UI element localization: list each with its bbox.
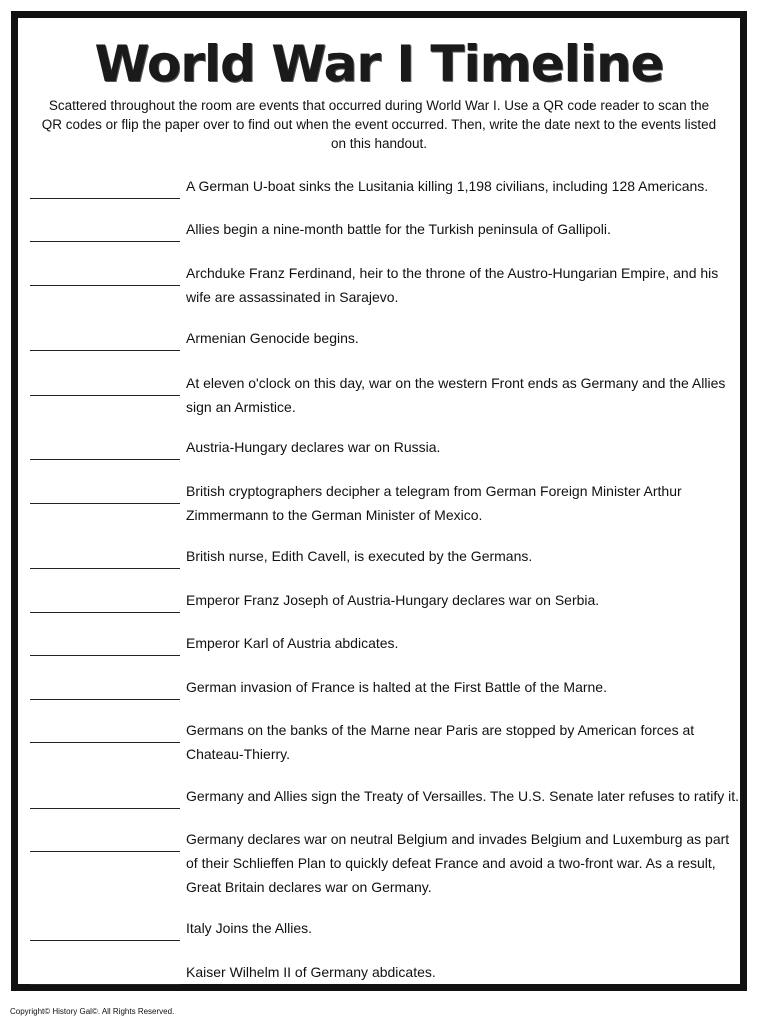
event-text: British cryptographers decipher a telegram from German Foreign Minister Arthur Zimmermann to the German Minister of Mexico. (186, 483, 686, 523)
event-text: Armenian Genocide begins. (186, 330, 359, 346)
date-blank[interactable] (30, 594, 180, 613)
event-text: Allies begin a nine-month battle for the Turkish peninsula of Gallipoli. (186, 221, 611, 237)
event-item (30, 833, 740, 899)
date-blank[interactable] (30, 267, 180, 286)
event-item (30, 223, 740, 242)
date-blank[interactable] (30, 833, 180, 852)
date-blank[interactable] (30, 332, 180, 351)
worksheet-frame (11, 11, 747, 991)
event-item (30, 267, 740, 309)
event-item (30, 441, 740, 460)
event-item (30, 724, 740, 766)
event-item (30, 637, 740, 656)
event-text: Kaiser Wilhelm II of Germany abdicates. (186, 964, 436, 980)
event-text: Germans on the banks of the Marne near Paris are stopped by American forces at Chateau-Thierry. (186, 722, 699, 762)
date-blank[interactable] (30, 922, 180, 941)
event-item (30, 966, 740, 985)
event-text: Archduke Franz Ferdinand, heir to the throne of the Austro-Hungarian Empire, and his wife are assassinated in Sarajevo. (186, 265, 723, 305)
event-item (30, 377, 740, 419)
event-text: Emperor Franz Joseph of Austria-Hungary declares war on Serbia. (186, 592, 600, 608)
instructions: Scattered throughout the room are events that occurred during World War I. Use a QR code reader to scan the QR codes or flip the paper over to find out when the event occurred. Then, write the date next to the events listed on this handout. (41, 98, 717, 151)
event-text: A German U-boat sinks the Lusitania killing 1,198 civilians, including 128 Americans. (186, 178, 709, 194)
event-item (30, 180, 740, 199)
date-blank[interactable] (30, 681, 180, 700)
event-item (30, 922, 740, 941)
page-title: World War I Timeline (94, 35, 664, 93)
copyright-footer: Copyright© History Gal©. All Rights Reserved. (10, 1007, 175, 1016)
event-item (30, 594, 740, 613)
event-text: Austria-Hungary declares war on Russia. (186, 439, 441, 455)
event-item (30, 332, 740, 351)
event-text: German invasion of France is halted at the First Battle of the Marne. (186, 679, 607, 695)
event-text: Germany declares war on neutral Belgium and invades Belgium and Luxemburg as part of their Schlieffen Plan to quickly defeat France and avoid a two-front war. As a result, Great Britain declares war on Germany. (186, 831, 734, 895)
event-text: At eleven o'clock on this day, war on the western Front ends as Germany and the Allies sign an Armistice. (186, 375, 730, 415)
event-item (30, 681, 740, 700)
date-blank[interactable] (30, 180, 180, 199)
date-blank[interactable] (30, 377, 180, 396)
event-text: Germany and Allies sign the Treaty of Versailles. The U.S. Senate later refuses to ratify it. (186, 788, 740, 804)
date-blank[interactable] (30, 223, 180, 242)
date-blank[interactable] (30, 790, 180, 809)
date-blank[interactable] (30, 966, 180, 985)
date-blank[interactable] (30, 637, 180, 656)
event-text: Italy Joins the Allies. (186, 920, 313, 936)
date-blank[interactable] (30, 724, 180, 743)
event-item (30, 485, 740, 527)
event-item (30, 790, 740, 809)
event-text: Emperor Karl of Austria abdicates. (186, 635, 399, 651)
event-item (30, 550, 740, 569)
event-text: British nurse, Edith Cavell, is executed by the Germans. (186, 548, 533, 564)
date-blank[interactable] (30, 441, 180, 460)
date-blank[interactable] (30, 485, 180, 504)
date-blank[interactable] (30, 550, 180, 569)
